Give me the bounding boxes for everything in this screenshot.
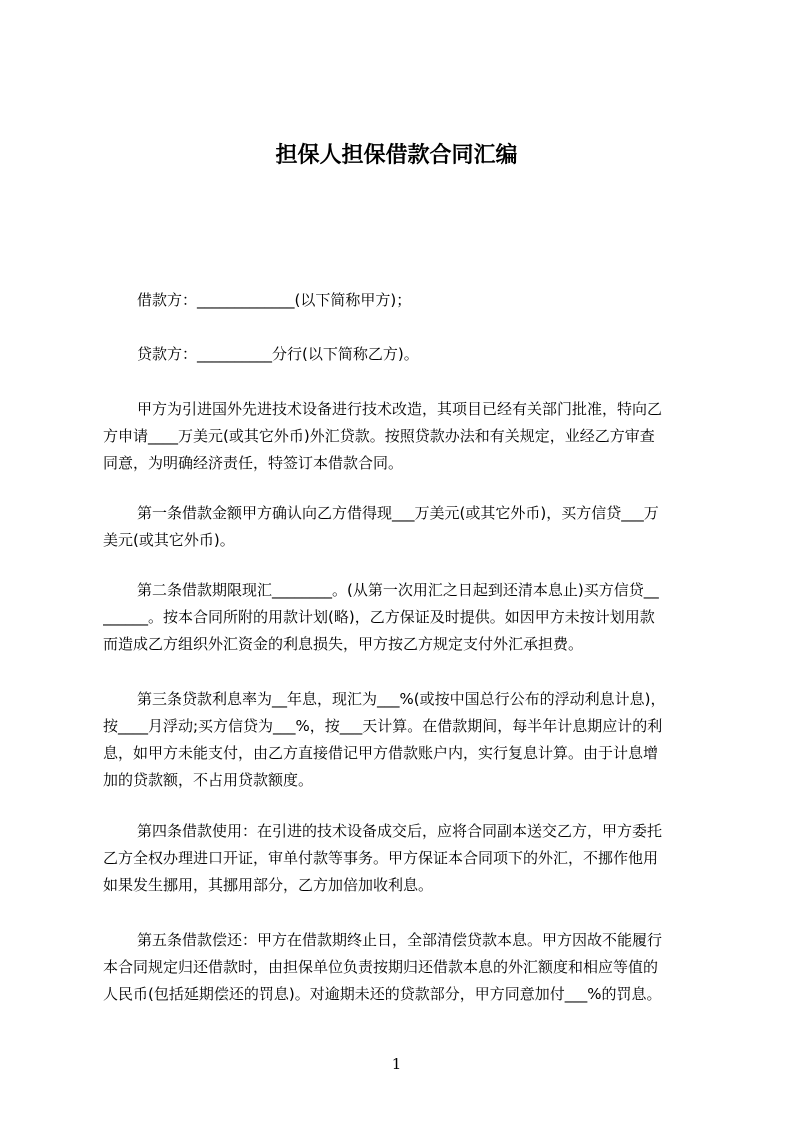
- document-title: 担保人担保借款合同汇编: [275, 143, 518, 168]
- paragraph-line: 加的贷款额，不占用贷款额度。: [103, 771, 314, 789]
- article-1-paragraph: [103, 500, 700, 554]
- paragraph-line: 息，如甲方未能支付，由乙方直接借记甲方借款账户内，实行复息计算。由于计息增: [103, 744, 659, 762]
- paragraph-line: 第四条借款使用：在引进的技术设备成交后，应将合同副本送交乙方，甲方委托: [137, 822, 663, 840]
- paragraph-line: 按____月浮动;买方信贷为___%，按___天计算。在借款期间，每半年计息期应计的利: [103, 717, 663, 735]
- paragraph-line: 贷款方：__________分行(以下简称乙方)。: [137, 345, 419, 363]
- page-number: 1: [391, 1055, 402, 1073]
- paragraph-line: 如果发生挪用，其挪用部分，乙方加倍加收利息。: [103, 876, 434, 894]
- article-3-paragraph: [103, 686, 700, 794]
- paragraph-line: 借款方：_____________(以下简称甲方)；: [137, 291, 412, 309]
- paragraph-line: 同意，为明确经济责任，特签订本借款合同。: [103, 454, 404, 472]
- paragraph-line: 第三条贷款利息率为__年息，现汇为___%(或按中国总行公布的浮动利息计息)，: [137, 690, 666, 708]
- preamble-paragraph: [103, 396, 700, 477]
- paragraph-line: 乙方全权办理进口开证，审单付款等事务。甲方保证本合同项下的外汇，不挪作他用: [103, 849, 659, 867]
- article-2-paragraph: [103, 577, 700, 658]
- paragraph-line: 本合同规定归还借款时，由担保单位负责按期归还借款本息的外汇额度和相应等值的: [103, 958, 659, 976]
- paragraph-line: ______。按本合同所附的用款计划(略)，乙方保证及时提供。如因甲方未按计划用款: [103, 608, 655, 626]
- paragraph-line: 美元(或其它外币)。: [103, 531, 235, 549]
- paragraph-line: 甲方为引进国外先进技术设备进行技术改造，其项目已经有关部门批准，特向乙: [137, 400, 663, 418]
- paragraph-line: 第二条借款期限现汇________。(从第一次用汇之日起到还清本息止)买方信贷__: [137, 581, 659, 599]
- paragraph-line: 方申请____万美元(或其它外币)外汇贷款。按照贷款办法和有关规定，业经乙方审查: [103, 427, 655, 445]
- article-4-paragraph: [103, 818, 700, 899]
- paragraph-line: 而造成乙方组织外汇资金的利息损失，甲方按乙方规定支付外汇承担费。: [103, 635, 584, 653]
- paragraph-line: 人民币(包括延期偿还的罚息)。对逾期未还的贷款部分，甲方同意加付___%的罚息。: [103, 985, 662, 1003]
- lender-paragraph: [103, 341, 700, 368]
- article-5-paragraph: [103, 927, 700, 1008]
- borrower-paragraph: [103, 287, 700, 314]
- paragraph-line: 第一条借款金额甲方确认向乙方借得现___万美元(或其它外币)，买方信贷___万: [137, 504, 659, 522]
- paragraph-line: 第五条借款偿还：甲方在借款期终止日，全部清偿贷款本息。甲方因故不能履行: [137, 931, 663, 949]
